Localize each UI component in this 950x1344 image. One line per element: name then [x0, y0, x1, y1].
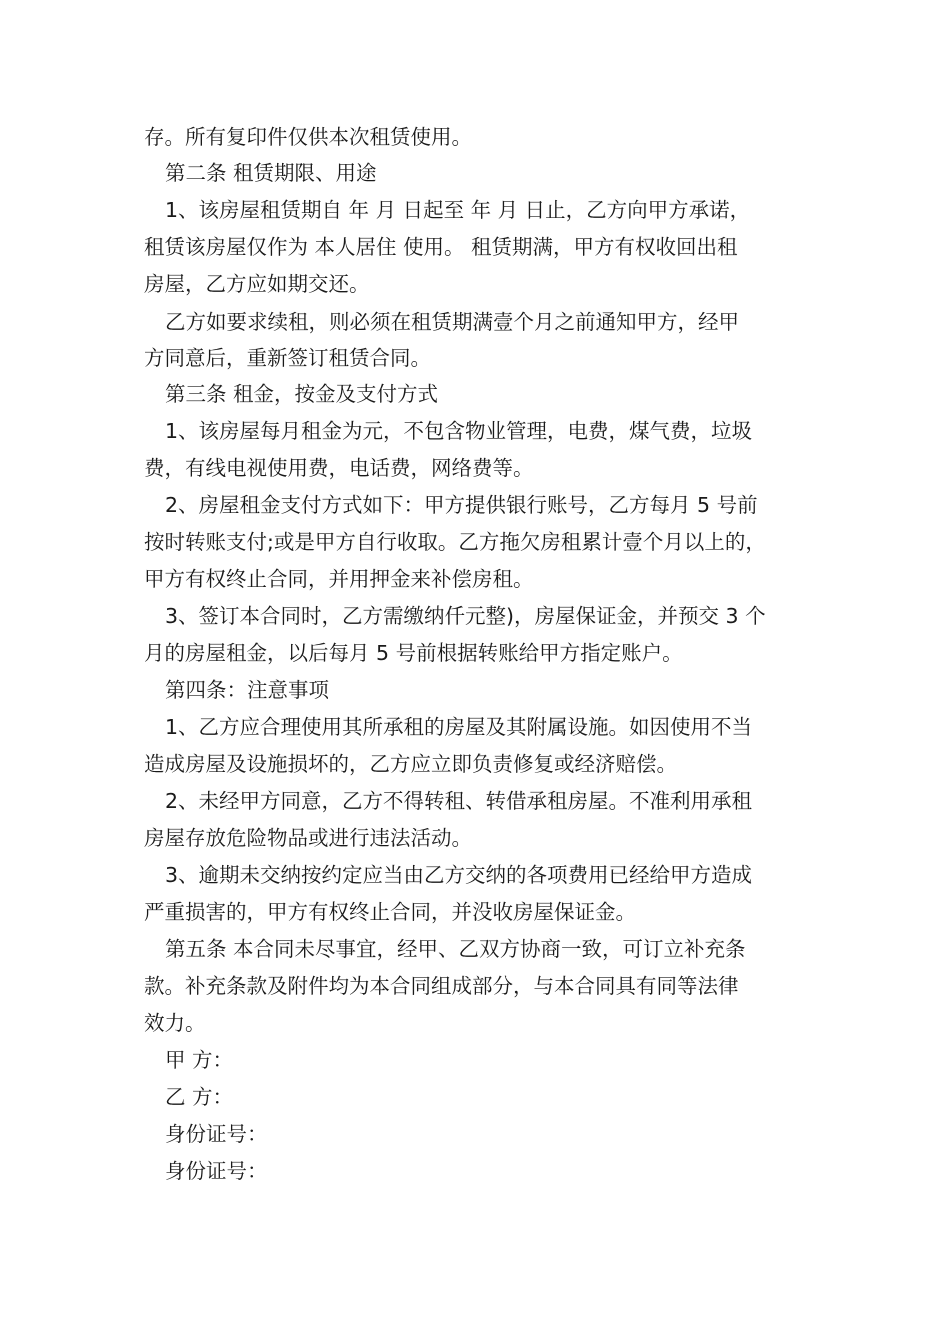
section-heading: 第二条 租赁期限、用途	[165, 161, 377, 185]
text-line: 效力。	[144, 1011, 206, 1035]
section-heading: 第五条 本合同未尽事宜，经甲、乙双方协商一致，可订立补充条	[165, 937, 746, 961]
id-number-label: 身份证号：	[165, 1122, 268, 1146]
text-line: 租赁该房屋仅作为 本人居住 使用。 租赁期满，甲方有权收回出租	[144, 235, 738, 259]
text-line: 房屋存放危险物品或进行违法活动。	[144, 826, 472, 850]
text-line: 1、该房屋租赁期自 年 月 日起至 年 月 日止，乙方向甲方承诺，	[165, 198, 751, 222]
text-line: 月的房屋租金，以后每月 5 号前根据转账给甲方指定账户。	[144, 641, 683, 665]
text-line: 1、乙方应合理使用其所承租的房屋及其附属设施。如因使用不当	[165, 715, 753, 739]
text-line: 3、签订本合同时，乙方需缴纳仟元整)，房屋保证金，并预交 3 个	[165, 604, 766, 628]
id-number-label: 身份证号：	[165, 1159, 268, 1183]
text-line: 方同意后，重新签订租赁合同。	[144, 346, 431, 370]
party-a-label: 甲 方：	[165, 1048, 234, 1072]
text-line: 3、逾期未交纳按约定应当由乙方交纳的各项费用已经给甲方造成	[165, 863, 753, 887]
section-heading: 第三条 租金，按金及支付方式	[165, 382, 439, 406]
text-line: 房屋，乙方应如期交还。	[144, 272, 370, 296]
text-line: 按时转账支付;或是甲方自行收取。乙方拖欠房租累计壹个月以上的，	[144, 530, 766, 554]
section-heading: 第四条：注意事项	[165, 678, 329, 702]
text-line: 费，有线电视使用费，电话费，网络费等。	[144, 456, 534, 480]
party-b-label: 乙 方：	[165, 1085, 234, 1109]
text-line: 甲方有权终止合同，并用押金来补偿房租。	[144, 567, 534, 591]
text-line: 造成房屋及设施损坏的，乙方应立即负责修复或经济赔偿。	[144, 752, 677, 776]
text-line: 存。所有复印件仅供本次租赁使用。	[144, 125, 472, 149]
text-line: 2、房屋租金支付方式如下：甲方提供银行账号，乙方每月 5 号前	[165, 493, 758, 517]
text-line: 2、未经甲方同意，乙方不得转租、转借承租房屋。不准利用承租	[165, 789, 753, 813]
text-line: 款。补充条款及附件均为本合同组成部分，与本合同具有同等法律	[144, 974, 739, 998]
text-line: 1、该房屋每月租金为元，不包含物业管理，电费，煤气费，垃圾	[165, 419, 753, 443]
text-line: 乙方如要求续租，则必须在租赁期满壹个月之前通知甲方，经甲	[165, 310, 739, 334]
text-line: 严重损害的，甲方有权终止合同，并没收房屋保证金。	[144, 900, 636, 924]
